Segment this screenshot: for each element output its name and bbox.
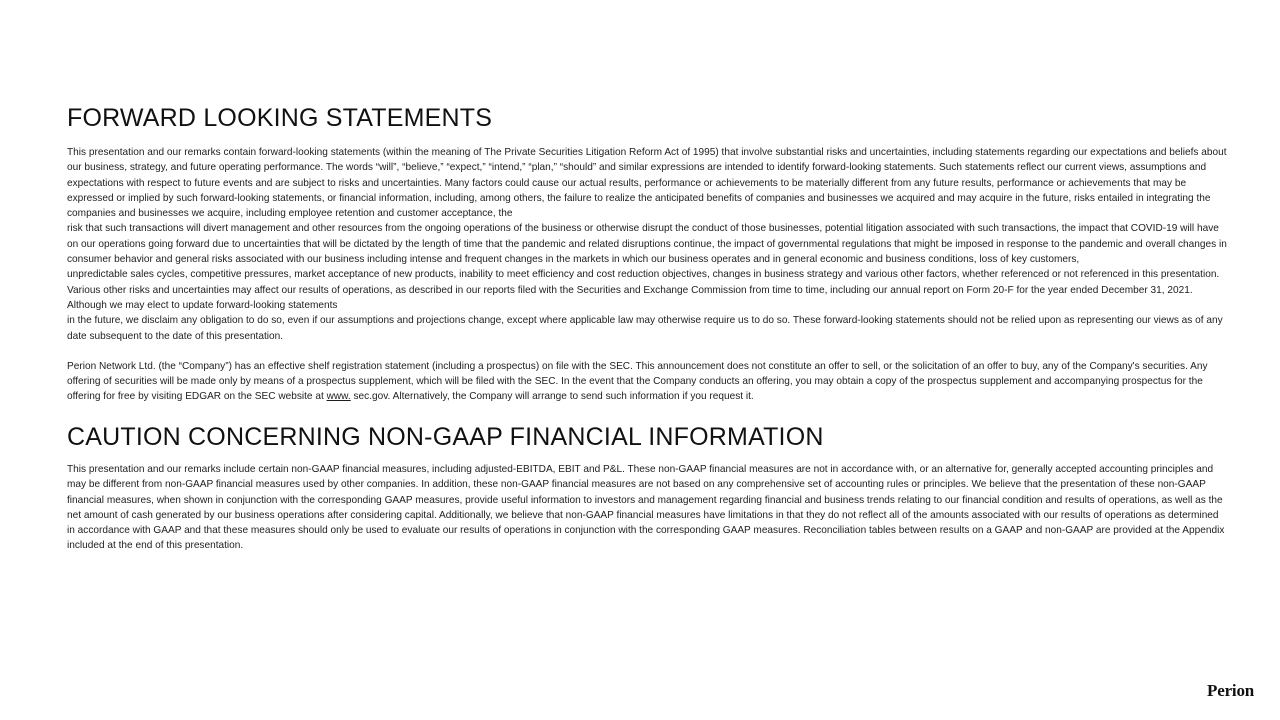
- forward-looking-paragraph-1: This presentation and our remarks contain forward-looking statements (within the meaning of The Private Securities Litigation Reform Act of 1995) that involve substantial risks and uncertainties, including statements regarding our expectations and beliefs about our business, strategy, and future operating performance. The words “will”, “believe,” “expect,” “intend,” “plan,” “should” and similar expressions are intended to identify forward-looking statements. Such statements reflect our current views, assumptions and expectations with respect to future events and are subject to risks and uncertainties. Many factors could cause our actual results, performance or achievements to be materially different from any future results, performance or achievements that may be expressed or implied by such forward-looking statements, or financial information, including, among others, the failure to realize the anticipated benefits of companies and businesses we acquired and may acquire in the future, risks entailed in integrating the companies and businesses we acquire, including employee retention and customer acceptance, the: [67, 147, 1227, 220]
- forward-looking-paragraph-3: unpredictable sales cycles, competitive pressures, market acceptance of new products, inability to meet efficiency and cost reduction objectives, changes in business strategy and various other factors, whether referenced or not referenced in this presentation. Various other risks and uncertainties may affect our results of operations, as described in our reports filed with the Securities and Exchange Commission from time to time, including our annual report on Form 20-F for the year ended December 31, 2021. Although we may elect to update forward-looking statements: [67, 269, 1220, 311]
- shelf-registration-paragraph: [67, 359, 1227, 405]
- forward-looking-paragraph-2: risk that such transactions will divert management and other resources from the ongoing operations of the business or otherwise disrupt the conduct of those businesses, potential litigation associated with such transactions, the impact that COVID-19 will have on our operations going forward due to uncertainties that will be dictated by the length of time that the pandemic and related disruptions continue, the impact of governmental regulations that might be imposed in response to the pandemic and overall changes in consumer behavior and general risks associated with our business including intense and frequent changes in the markets in which our business operates and in general economic and business conditions, loss of key customers,: [67, 223, 1227, 266]
- shelf-text-after-link: sec.gov. Alternatively, the Company will arrange to send such information if you request it.: [350, 391, 754, 403]
- perion-logo: Perion: [1207, 681, 1254, 700]
- non-gaap-paragraph: This presentation and our remarks include certain non-GAAP financial measures, including adjusted-EBITDA, EBIT and P&L. These non-GAAP financial measures are not in accordance with, or an alternative for, generally accepted accounting principles and may be different from non-GAAP financial measures used by other companies. In addition, these non-GAAP financial measures are not based on any comprehensive set of accounting rules or principles. We believe that the presentation of these non-GAAP financial measures, when shown in conjunction with the corresponding GAAP measures, provide useful information to investors and management regarding financial and business trends relating to our financial condition and results of operations, as well as the net amount of cash generated by our business operations after considering capital. Additionally, we believe that non-GAAP financial measures have limitations in that they do not reflect all of the amounts associated with our results of operations as determined in accordance with GAAP and that these measures should only be used to evaluate our results of operations in conjunction with the corresponding GAAP measures. Reconciliation tables between results on a GAAP and non-GAAP are provided at the Appendix included at the end of this presentation.: [67, 464, 1225, 552]
- shelf-text-before-link: Perion Network Ltd. (the “Company”) has an effective shelf registration statement (including a prospectus) on file with the SEC. This announcement does not constitute an offer to sell, or the solicitation of an offer to buy, any of the Company's securities. Any offering of securities will be made only by means of a prospectus supplement, which will be filed with the SEC. In the event that the Company conducts an offering, you may obtain a copy of the prospectus supplement and accompanying prospectus for the offering for free by visiting EDGAR on the SEC website at: [67, 360, 1208, 403]
- non-gaap-heading: CAUTION CONCERNING NON-GAAP FINANCIAL INFORMATION: [67, 423, 824, 451]
- forward-looking-paragraph-4: in the future, we disclaim any obligation to do so, even if our assumptions and projections change, except where applicable law may otherwise require us to do so. These forward-looking statements should not be relied upon as representing our views as of any date subsequent to the date of this presentation.: [67, 315, 1223, 342]
- sec-website-link[interactable]: www.: [326, 391, 351, 403]
- forward-looking-section: [67, 103, 1227, 405]
- forward-looking-heading: FORWARD LOOKING STATEMENTS: [67, 104, 493, 132]
- non-gaap-section: [67, 422, 1227, 554]
